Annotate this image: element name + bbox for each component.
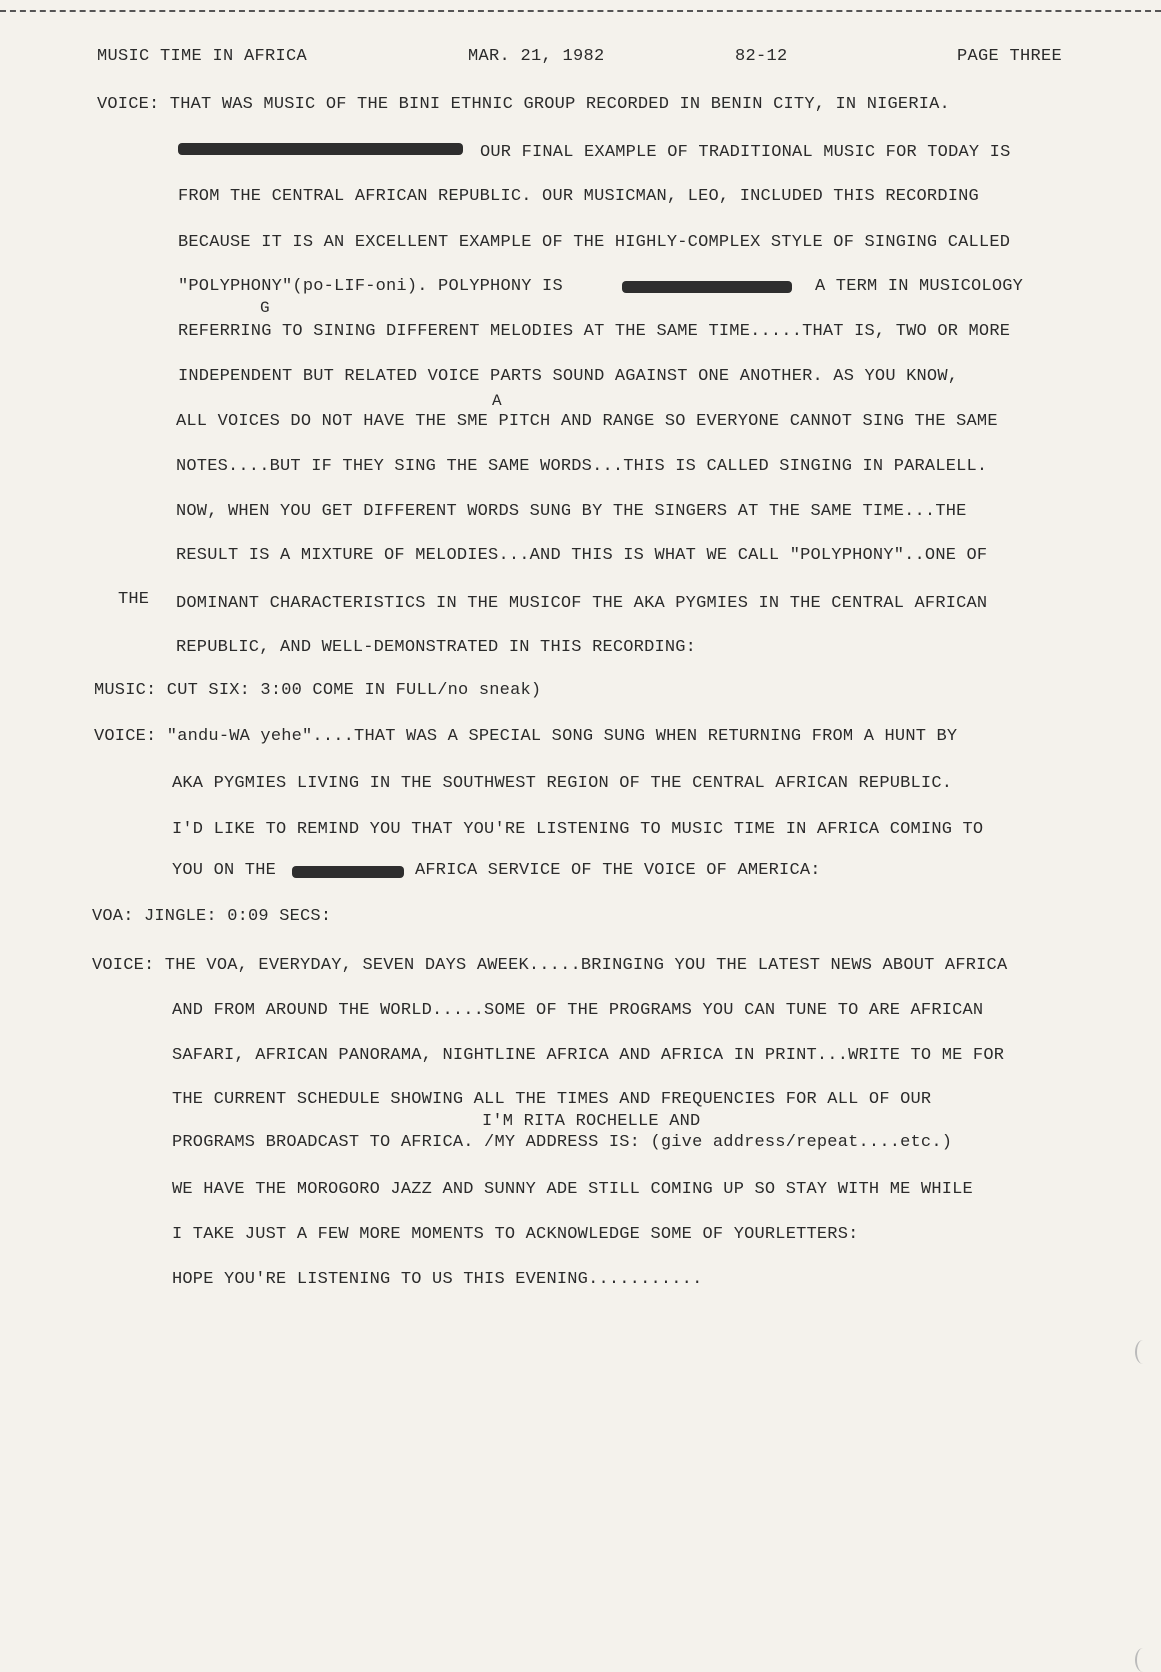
handwritten-correction-g: G (260, 299, 270, 317)
text-line: A TERM IN MUSICOLOGY (815, 277, 1024, 296)
text-line: AFRICA SERVICE OF THE VOICE OF AMERICA: (415, 861, 821, 880)
text-line: REPUBLIC, AND WELL-DEMONSTRATED IN THIS RECORDING: (176, 638, 697, 657)
redaction-bar (292, 866, 404, 878)
text-line: ALL VOICES DO NOT HAVE THE SME PITCH AND RANGE SO EVERYONE CANNOT SING THE SAME (176, 412, 998, 431)
text-line: OUR FINAL EXAMPLE OF TRADITIONAL MUSIC FOR TODAY IS (480, 143, 1011, 162)
text-line: THE (118, 590, 150, 609)
text-line: I'D LIKE TO REMIND YOU THAT YOU'RE LISTENING TO MUSIC TIME IN AFRICA COMING TO (172, 820, 984, 839)
text-line: AND FROM AROUND THE WORLD.....SOME OF THE PROGRAMS YOU CAN TUNE TO ARE AFRICAN (172, 1001, 984, 1020)
dashed-rule (0, 10, 1161, 12)
text-line: DOMINANT CHARACTERISTICS IN THE MUSICOF THE AKA PYGMIES IN THE CENTRAL AFRICAN (176, 594, 988, 613)
text-line: SAFARI, AFRICAN PANORAMA, NIGHTLINE AFRICA AND AFRICA IN PRINT...WRITE TO ME FOR (172, 1046, 1005, 1065)
text-line: "POLYPHONY"(po-LIF-oni). POLYPHONY IS (178, 277, 563, 296)
handwritten-correction-a: A (492, 392, 502, 410)
music-cue: MUSIC: CUT SIX: 3:00 COME IN FULL/no sneak) (94, 681, 542, 700)
header-page: PAGE THREE (957, 47, 1063, 66)
margin-mark (1135, 1340, 1151, 1364)
text-line: VOICE: THE VOA, EVERYDAY, SEVEN DAYS AWEEK.....BRINGING YOU THE LATEST NEWS ABOUT AFRICA (92, 956, 1008, 975)
text-line: HOPE YOU'RE LISTENING TO US THIS EVENING........... (172, 1270, 703, 1289)
text-line: BECAUSE IT IS AN EXCELLENT EXAMPLE OF THE HIGHLY-COMPLEX STYLE OF SINGING CALLED (178, 233, 1011, 252)
redaction-bar (622, 281, 792, 293)
text-line: VOICE: "andu-WA yehe"....THAT WAS A SPECIAL SONG SUNG WHEN RETURNING FROM A HUNT BY (94, 727, 958, 746)
header-date: MAR. 21, 1982 (468, 47, 605, 66)
text-line: YOU ON THE (172, 861, 277, 880)
text-line: REFERRING TO SINING DIFFERENT MELODIES AT THE SAME TIME.....THAT IS, TWO OR MORE (178, 322, 1011, 341)
text-line: THE CURRENT SCHEDULE SHOWING ALL THE TIMES AND FREQUENCIES FOR ALL OF OUR (172, 1090, 932, 1109)
text-line: PROGRAMS BROADCAST TO AFRICA. /MY ADDRESS IS: (give address/repeat....etc.) (172, 1133, 953, 1152)
inserted-line: I'M RITA ROCHELLE AND (482, 1112, 701, 1131)
jingle-cue: VOA: JINGLE: 0:09 SECS: (92, 907, 332, 926)
header-code: 82-12 (735, 47, 788, 66)
text-line: I TAKE JUST A FEW MORE MOMENTS TO ACKNOWLEDGE SOME OF YOURLETTERS: (172, 1225, 859, 1244)
text-line: WE HAVE THE MOROGORO JAZZ AND SUNNY ADE STILL COMING UP SO STAY WITH ME WHILE (172, 1180, 973, 1199)
text-line: NOTES....BUT IF THEY SING THE SAME WORDS...THIS IS CALLED SINGING IN PARALELL. (176, 457, 988, 476)
margin-mark (1135, 1648, 1151, 1672)
text-line: RESULT IS A MIXTURE OF MELODIES...AND THIS IS WHAT WE CALL "POLYPHONY"..ONE OF (176, 546, 988, 565)
text-line: FROM THE CENTRAL AFRICAN REPUBLIC. OUR MUSICMAN, LEO, INCLUDED THIS RECORDING (178, 187, 979, 206)
text-line: INDEPENDENT BUT RELATED VOICE PARTS SOUND AGAINST ONE ANOTHER. AS YOU KNOW, (178, 367, 959, 386)
text-line: AKA PYGMIES LIVING IN THE SOUTHWEST REGION OF THE CENTRAL AFRICAN REPUBLIC. (172, 774, 953, 793)
header-program: MUSIC TIME IN AFRICA (97, 47, 308, 66)
text-line: NOW, WHEN YOU GET DIFFERENT WORDS SUNG BY THE SINGERS AT THE SAME TIME...THE (176, 502, 967, 521)
text-line: VOICE: THAT WAS MUSIC OF THE BINI ETHNIC GROUP RECORDED IN BENIN CITY, IN NIGERIA. (97, 95, 950, 114)
redaction-bar (178, 143, 463, 155)
